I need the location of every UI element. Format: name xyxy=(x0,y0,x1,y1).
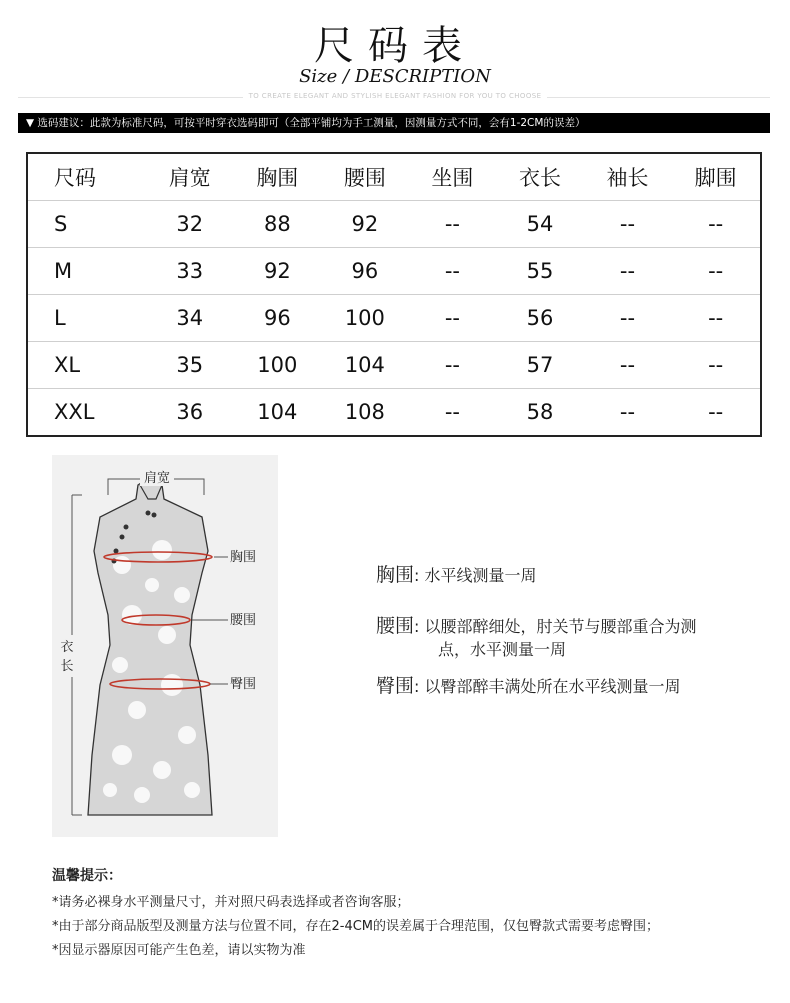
table-cell: 92 xyxy=(234,248,322,295)
table-cell: 35 xyxy=(146,342,234,389)
length-label-1: 衣 xyxy=(60,640,74,655)
tagline xyxy=(0,92,790,100)
table-cell: 58 xyxy=(496,389,584,437)
waist-explanation-line2: 点，水平测量一周 xyxy=(438,640,567,659)
table-cell: XL xyxy=(27,342,146,389)
table-cell: S xyxy=(27,201,146,248)
qipao-measurement-figure xyxy=(52,455,278,837)
table-cell: -- xyxy=(409,342,497,389)
advice-bar: ▼ 选码建议：此款为标准尺码，可按平时穿衣选码即可（全部平铺均为手工测量，因测量方式不同，会有1-2CM的误差） xyxy=(18,113,770,133)
waist-key: 腰围 xyxy=(376,615,415,637)
shoulder-label: 肩宽 xyxy=(143,471,171,486)
table-cell: 55 xyxy=(496,248,584,295)
note-line: *由于部分商品版型及测量方法与位置不同，存在2-4CM的误差属于合理范围，仅包臀款式需要考虑臀围； xyxy=(52,919,660,934)
separator: : xyxy=(414,566,420,585)
table-cell: -- xyxy=(671,342,761,389)
table-header-row xyxy=(27,153,761,201)
header-cell: 脚围 xyxy=(694,166,737,190)
table-row xyxy=(27,389,761,437)
table-cell: L xyxy=(27,295,146,342)
header-cell: 腰围 xyxy=(343,166,386,190)
header-cell: 衣长 xyxy=(518,166,561,190)
page-subtitle: Size / DESCRIPTION xyxy=(299,66,491,87)
header-cell: 坐围 xyxy=(431,166,474,190)
table-cell: -- xyxy=(584,201,672,248)
table-cell: 92 xyxy=(321,201,409,248)
table-cell: 96 xyxy=(234,295,322,342)
header-cell: 尺码 xyxy=(54,166,96,190)
table-cell: -- xyxy=(409,389,497,437)
page-title: 尺码表 xyxy=(314,23,476,69)
length-label-2: 长 xyxy=(60,659,74,674)
table-cell: -- xyxy=(584,248,672,295)
chest-key: 胸围 xyxy=(376,564,415,586)
hip-text: 以臀部醉丰满处所在水平线测量一周 xyxy=(424,677,681,696)
header-cell: 肩宽 xyxy=(168,166,211,190)
table-cell: 88 xyxy=(234,201,322,248)
hip-label: 臀围 xyxy=(230,677,257,692)
chest-text: 水平线测量一周 xyxy=(424,566,537,585)
table-cell: 108 xyxy=(321,389,409,437)
table-cell: 57 xyxy=(496,342,584,389)
table-cell: XXL xyxy=(27,389,146,437)
table-row xyxy=(27,295,761,342)
note-line: *因显示器原因可能产生色差，请以实物为准 xyxy=(52,943,306,958)
table-cell: -- xyxy=(671,201,761,248)
header-cell: 袖长 xyxy=(606,166,649,190)
table-row xyxy=(27,342,761,389)
table-cell: -- xyxy=(409,248,497,295)
table-cell: -- xyxy=(584,389,672,437)
table-cell: 104 xyxy=(321,342,409,389)
table-cell: -- xyxy=(584,342,672,389)
notes-title: 温馨提示： xyxy=(52,868,122,884)
waist-label: 腰围 xyxy=(230,613,257,628)
table-cell: 33 xyxy=(146,248,234,295)
separator: : xyxy=(414,677,420,696)
table-cell: 56 xyxy=(496,295,584,342)
waist-explanation xyxy=(376,611,697,638)
table-cell: 100 xyxy=(234,342,322,389)
table-row xyxy=(27,248,761,295)
header-cell: 胸围 xyxy=(256,166,299,190)
table-cell: -- xyxy=(584,295,672,342)
chest-label: 胸围 xyxy=(230,550,257,565)
table-cell: 100 xyxy=(321,295,409,342)
table-cell: 34 xyxy=(146,295,234,342)
table-cell: -- xyxy=(671,389,761,437)
hip-key: 臀围 xyxy=(376,675,415,697)
table-cell: 54 xyxy=(496,201,584,248)
table-cell: -- xyxy=(671,248,761,295)
table-cell: 32 xyxy=(146,201,234,248)
table-cell: M xyxy=(27,248,146,295)
waist-text: 以腰部醉细处，肘关节与腰部重合为测 xyxy=(424,617,697,636)
table-cell: 36 xyxy=(146,389,234,437)
table-cell: -- xyxy=(409,295,497,342)
size-table xyxy=(26,152,762,437)
chest-explanation xyxy=(376,560,537,587)
hip-explanation xyxy=(376,671,681,698)
note-line: *请务必裸身水平测量尺寸，并对照尺码表选择或者咨询客服； xyxy=(52,895,410,910)
table-row xyxy=(27,201,761,248)
table-cell: 104 xyxy=(234,389,322,437)
table-cell: 96 xyxy=(321,248,409,295)
tagline-text: TO CREATE ELEGANT AND STYLISH ELEGANT FASHION FOR YOU TO CHOOSE xyxy=(243,92,548,100)
table-cell: -- xyxy=(671,295,761,342)
table-cell: -- xyxy=(409,201,497,248)
separator: : xyxy=(414,617,420,636)
